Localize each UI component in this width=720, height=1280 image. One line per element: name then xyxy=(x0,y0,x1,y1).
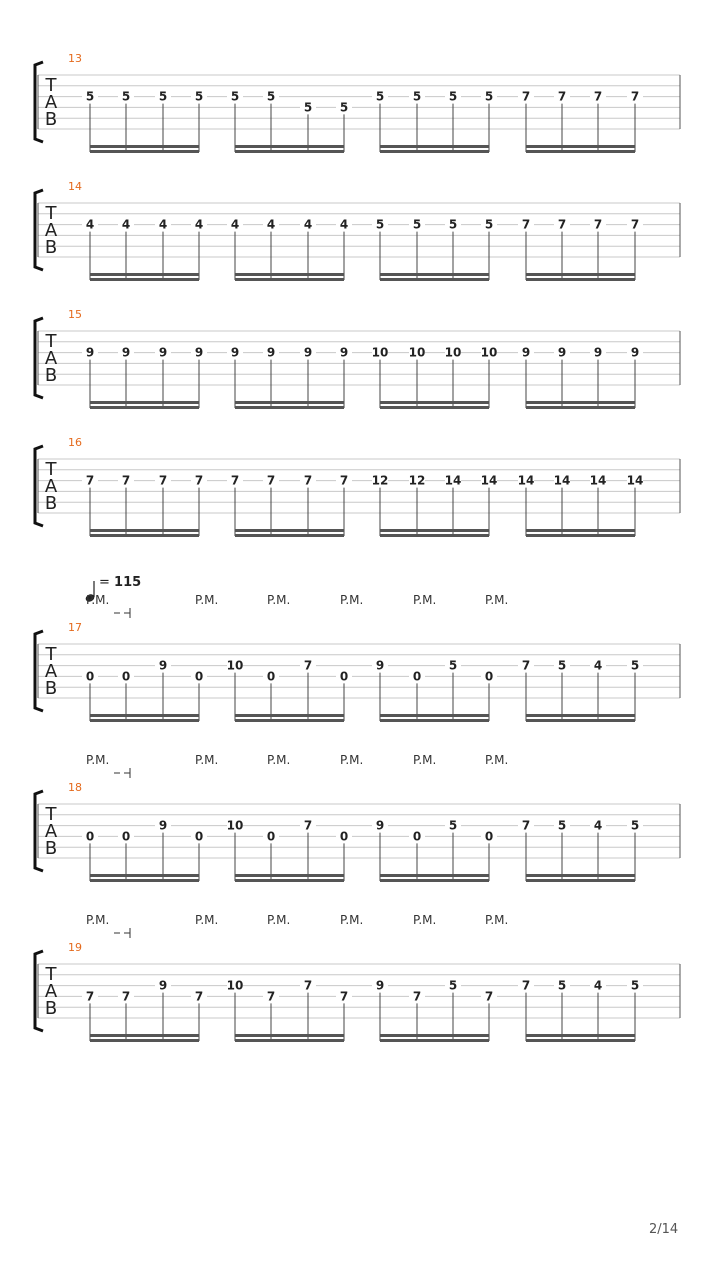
beam-primary xyxy=(90,529,199,532)
fret-number: 7 xyxy=(339,473,349,488)
palm-mute-label: P.M. xyxy=(413,913,437,927)
palm-mute-label: P.M. xyxy=(485,913,509,927)
palm-mute-label: P.M. xyxy=(195,593,219,607)
fret-number: 14 xyxy=(517,473,535,488)
tab-clef-letter: A xyxy=(44,821,58,842)
fret-number: 12 xyxy=(371,473,389,488)
beam-secondary xyxy=(380,406,489,409)
beam-primary xyxy=(90,714,199,717)
fret-number: 0 xyxy=(339,829,349,844)
palm-mute-label: P.M. xyxy=(413,593,437,607)
fret-number: 14 xyxy=(626,473,644,488)
palm-mute-label: P.M. xyxy=(340,753,364,767)
tab-system xyxy=(35,180,680,281)
fret-number: 0 xyxy=(339,669,349,684)
beam-primary xyxy=(526,401,635,404)
palm-mute-label: P.M. xyxy=(86,913,110,927)
fret-number: 14 xyxy=(589,473,607,488)
beam-primary xyxy=(526,714,635,717)
beam-secondary xyxy=(90,879,199,882)
palm-mute-label: P.M. xyxy=(267,913,291,927)
beam-secondary xyxy=(380,879,489,882)
tab-clef-letter: T xyxy=(45,203,57,224)
system-bracket xyxy=(35,446,43,526)
fret-number: 5 xyxy=(484,89,494,104)
fret-number: 7 xyxy=(303,818,313,833)
page-number: 2/14 xyxy=(649,1222,679,1237)
tab-clef-letter: A xyxy=(44,220,58,241)
palm-mute-label: P.M. xyxy=(86,593,110,607)
system-bracket xyxy=(35,631,43,711)
beam-secondary xyxy=(526,719,635,722)
tempo-text: = 115 xyxy=(99,575,142,590)
beam-primary xyxy=(380,401,489,404)
fret-number: 9 xyxy=(194,345,204,360)
fret-number: 7 xyxy=(412,989,422,1004)
beam-secondary xyxy=(380,1039,489,1042)
fret-number: 5 xyxy=(303,100,313,115)
beam-secondary xyxy=(90,719,199,722)
tab-clef-letter: T xyxy=(45,964,57,985)
fret-number: 7 xyxy=(266,473,276,488)
fret-number: 14 xyxy=(444,473,462,488)
fret-number: 9 xyxy=(85,345,95,360)
beam-primary xyxy=(90,145,199,148)
measure-number: 15 xyxy=(68,308,82,321)
fret-number: 7 xyxy=(557,217,567,232)
fret-number: 7 xyxy=(630,89,640,104)
fret-number: 7 xyxy=(521,818,531,833)
fret-number: 0 xyxy=(266,669,276,684)
beam-primary xyxy=(380,529,489,532)
fret-number: 7 xyxy=(303,658,313,673)
fret-number: 5 xyxy=(412,89,422,104)
fret-number: 0 xyxy=(484,669,494,684)
fret-number: 0 xyxy=(266,829,276,844)
fret-number: 7 xyxy=(484,989,494,1004)
fret-number: 0 xyxy=(194,829,204,844)
beam-secondary xyxy=(235,406,344,409)
fret-number: 5 xyxy=(557,978,567,993)
beam-primary xyxy=(380,1034,489,1037)
fret-number: 9 xyxy=(158,978,168,993)
beam-primary xyxy=(90,401,199,404)
fret-number: 9 xyxy=(375,818,385,833)
beam-secondary xyxy=(526,406,635,409)
fret-number: 9 xyxy=(375,658,385,673)
measure-number: 19 xyxy=(68,941,82,954)
measure-number: 14 xyxy=(68,180,82,193)
palm-mute-label: P.M. xyxy=(267,753,291,767)
fret-number: 5 xyxy=(448,89,458,104)
fret-number: 5 xyxy=(448,658,458,673)
beam-primary xyxy=(235,145,344,148)
palm-mute-label: P.M. xyxy=(485,753,509,767)
palm-mute-label: P.M. xyxy=(86,753,110,767)
fret-number: 10 xyxy=(444,345,462,360)
fret-number: 7 xyxy=(521,658,531,673)
fret-number: 10 xyxy=(480,345,498,360)
system-bracket xyxy=(35,951,43,1031)
fret-number: 5 xyxy=(630,978,640,993)
fret-number: 7 xyxy=(121,989,131,1004)
beam-primary xyxy=(90,273,199,276)
measure-number: 16 xyxy=(68,436,82,449)
system-bracket xyxy=(35,791,43,871)
fret-number: 9 xyxy=(121,345,131,360)
fret-number: 0 xyxy=(412,829,422,844)
fret-number: 7 xyxy=(194,989,204,1004)
fret-number: 5 xyxy=(484,217,494,232)
fret-number: 7 xyxy=(521,978,531,993)
beam-secondary xyxy=(380,534,489,537)
fret-number: 5 xyxy=(194,89,204,104)
fret-number: 7 xyxy=(303,473,313,488)
fret-number: 7 xyxy=(85,989,95,1004)
fret-number: 7 xyxy=(630,217,640,232)
measure-number: 17 xyxy=(68,621,82,634)
fret-number: 7 xyxy=(230,473,240,488)
beam-secondary xyxy=(235,278,344,281)
beam-secondary xyxy=(526,1039,635,1042)
fret-number: 7 xyxy=(303,978,313,993)
fret-number: 5 xyxy=(448,217,458,232)
beam-secondary xyxy=(235,879,344,882)
fret-number: 0 xyxy=(194,669,204,684)
fret-number: 4 xyxy=(121,217,131,232)
tab-clef-letter: B xyxy=(44,678,58,699)
fret-number: 5 xyxy=(121,89,131,104)
tab-clef-letter: T xyxy=(45,459,57,480)
fret-number: 7 xyxy=(194,473,204,488)
fret-number: 9 xyxy=(158,345,168,360)
fret-number: 0 xyxy=(484,829,494,844)
fret-number: 7 xyxy=(266,989,276,1004)
fret-number: 10 xyxy=(226,658,244,673)
fret-number: 7 xyxy=(521,89,531,104)
beam-secondary xyxy=(235,1039,344,1042)
fret-number: 7 xyxy=(121,473,131,488)
beam-primary xyxy=(235,714,344,717)
beam-primary xyxy=(380,145,489,148)
fret-number: 5 xyxy=(448,978,458,993)
beam-secondary xyxy=(90,1039,199,1042)
tab-clef-letter: A xyxy=(44,348,58,369)
fret-number: 10 xyxy=(408,345,426,360)
fret-number: 0 xyxy=(85,829,95,844)
fret-number: 4 xyxy=(593,818,603,833)
fret-number: 9 xyxy=(266,345,276,360)
beam-primary xyxy=(235,874,344,877)
beam-primary xyxy=(526,1034,635,1037)
fret-number: 5 xyxy=(448,818,458,833)
fret-number: 9 xyxy=(339,345,349,360)
system-bracket xyxy=(35,62,43,142)
fret-number: 5 xyxy=(557,658,567,673)
fret-number: 7 xyxy=(593,89,603,104)
fret-number: 9 xyxy=(593,345,603,360)
fret-number: 7 xyxy=(521,217,531,232)
fret-number: 5 xyxy=(266,89,276,104)
fret-number: 7 xyxy=(85,473,95,488)
measure-number: 13 xyxy=(68,52,82,65)
fret-number: 14 xyxy=(480,473,498,488)
fret-number: 9 xyxy=(303,345,313,360)
tab-system xyxy=(35,308,680,409)
fret-number: 10 xyxy=(371,345,389,360)
palm-mute-label: P.M. xyxy=(340,593,364,607)
beam-primary xyxy=(526,529,635,532)
beam-secondary xyxy=(526,879,635,882)
system-bracket xyxy=(35,318,43,398)
beam-primary xyxy=(235,1034,344,1037)
fret-number: 4 xyxy=(339,217,349,232)
beam-secondary xyxy=(90,406,199,409)
fret-number: 9 xyxy=(230,345,240,360)
fret-number: 9 xyxy=(158,658,168,673)
beam-primary xyxy=(380,273,489,276)
fret-number: 9 xyxy=(557,345,567,360)
palm-mute-label: P.M. xyxy=(195,913,219,927)
fret-number: 9 xyxy=(158,818,168,833)
fret-number: 7 xyxy=(339,989,349,1004)
tab-clef-letter: T xyxy=(45,644,57,665)
tab-system xyxy=(35,753,680,882)
fret-number: 5 xyxy=(158,89,168,104)
palm-mute-label: P.M. xyxy=(340,913,364,927)
fret-number: 10 xyxy=(226,818,244,833)
measure-number: 18 xyxy=(68,781,82,794)
tab-system xyxy=(35,575,680,722)
fret-number: 0 xyxy=(412,669,422,684)
fret-number: 12 xyxy=(408,473,426,488)
fret-number: 4 xyxy=(230,217,240,232)
beam-secondary xyxy=(90,278,199,281)
fret-number: 0 xyxy=(121,829,131,844)
palm-mute-label: P.M. xyxy=(413,753,437,767)
tab-clef-letter: A xyxy=(44,981,58,1002)
tab-clef-letter: A xyxy=(44,476,58,497)
beam-primary xyxy=(526,273,635,276)
beam-secondary xyxy=(526,150,635,153)
tab-clef-letter: B xyxy=(44,998,58,1019)
fret-number: 5 xyxy=(375,89,385,104)
tab-clef-letter: B xyxy=(44,493,58,514)
tab-clef-letter: B xyxy=(44,365,58,386)
fret-number: 5 xyxy=(230,89,240,104)
beam-primary xyxy=(235,273,344,276)
system-bracket xyxy=(35,190,43,270)
fret-number: 9 xyxy=(375,978,385,993)
beam-secondary xyxy=(380,150,489,153)
tab-system xyxy=(35,913,680,1042)
fret-number: 5 xyxy=(375,217,385,232)
fret-number: 4 xyxy=(194,217,204,232)
beam-primary xyxy=(235,529,344,532)
beam-primary xyxy=(380,874,489,877)
tab-clef-letter: T xyxy=(45,331,57,352)
fret-number: 7 xyxy=(557,89,567,104)
fret-number: 5 xyxy=(630,818,640,833)
beam-primary xyxy=(380,714,489,717)
beam-primary xyxy=(90,1034,199,1037)
beam-secondary xyxy=(526,534,635,537)
fret-number: 10 xyxy=(226,978,244,993)
fret-number: 0 xyxy=(85,669,95,684)
fret-number: 14 xyxy=(553,473,571,488)
palm-mute-label: P.M. xyxy=(267,593,291,607)
fret-number: 4 xyxy=(303,217,313,232)
fret-number: 9 xyxy=(630,345,640,360)
fret-number: 7 xyxy=(593,217,603,232)
fret-number: 5 xyxy=(557,818,567,833)
beam-secondary xyxy=(90,150,199,153)
beam-secondary xyxy=(90,534,199,537)
palm-mute-label: P.M. xyxy=(195,753,219,767)
beam-secondary xyxy=(235,719,344,722)
beam-secondary xyxy=(380,278,489,281)
fret-number: 4 xyxy=(593,658,603,673)
tab-clef-letter: A xyxy=(44,92,58,113)
tab-system xyxy=(35,52,680,153)
fret-number: 4 xyxy=(158,217,168,232)
fret-number: 7 xyxy=(158,473,168,488)
fret-number: 9 xyxy=(521,345,531,360)
beam-secondary xyxy=(380,719,489,722)
tab-clef-letter: A xyxy=(44,661,58,682)
palm-mute-label: P.M. xyxy=(485,593,509,607)
beam-primary xyxy=(235,401,344,404)
fret-number: 4 xyxy=(85,217,95,232)
beam-secondary xyxy=(235,150,344,153)
tab-system xyxy=(35,436,680,537)
beam-secondary xyxy=(235,534,344,537)
fret-number: 4 xyxy=(593,978,603,993)
fret-number: 5 xyxy=(85,89,95,104)
beam-primary xyxy=(90,874,199,877)
tab-clef-letter: B xyxy=(44,838,58,859)
beam-primary xyxy=(526,145,635,148)
fret-number: 5 xyxy=(412,217,422,232)
fret-number: 5 xyxy=(630,658,640,673)
tab-clef-letter: B xyxy=(44,109,58,130)
fret-number: 0 xyxy=(121,669,131,684)
fret-number: 4 xyxy=(266,217,276,232)
fret-number: 5 xyxy=(339,100,349,115)
beam-secondary xyxy=(526,278,635,281)
beam-primary xyxy=(526,874,635,877)
tab-clef-letter: T xyxy=(45,75,57,96)
tab-clef-letter: T xyxy=(45,804,57,825)
tab-clef-letter: B xyxy=(44,237,58,258)
